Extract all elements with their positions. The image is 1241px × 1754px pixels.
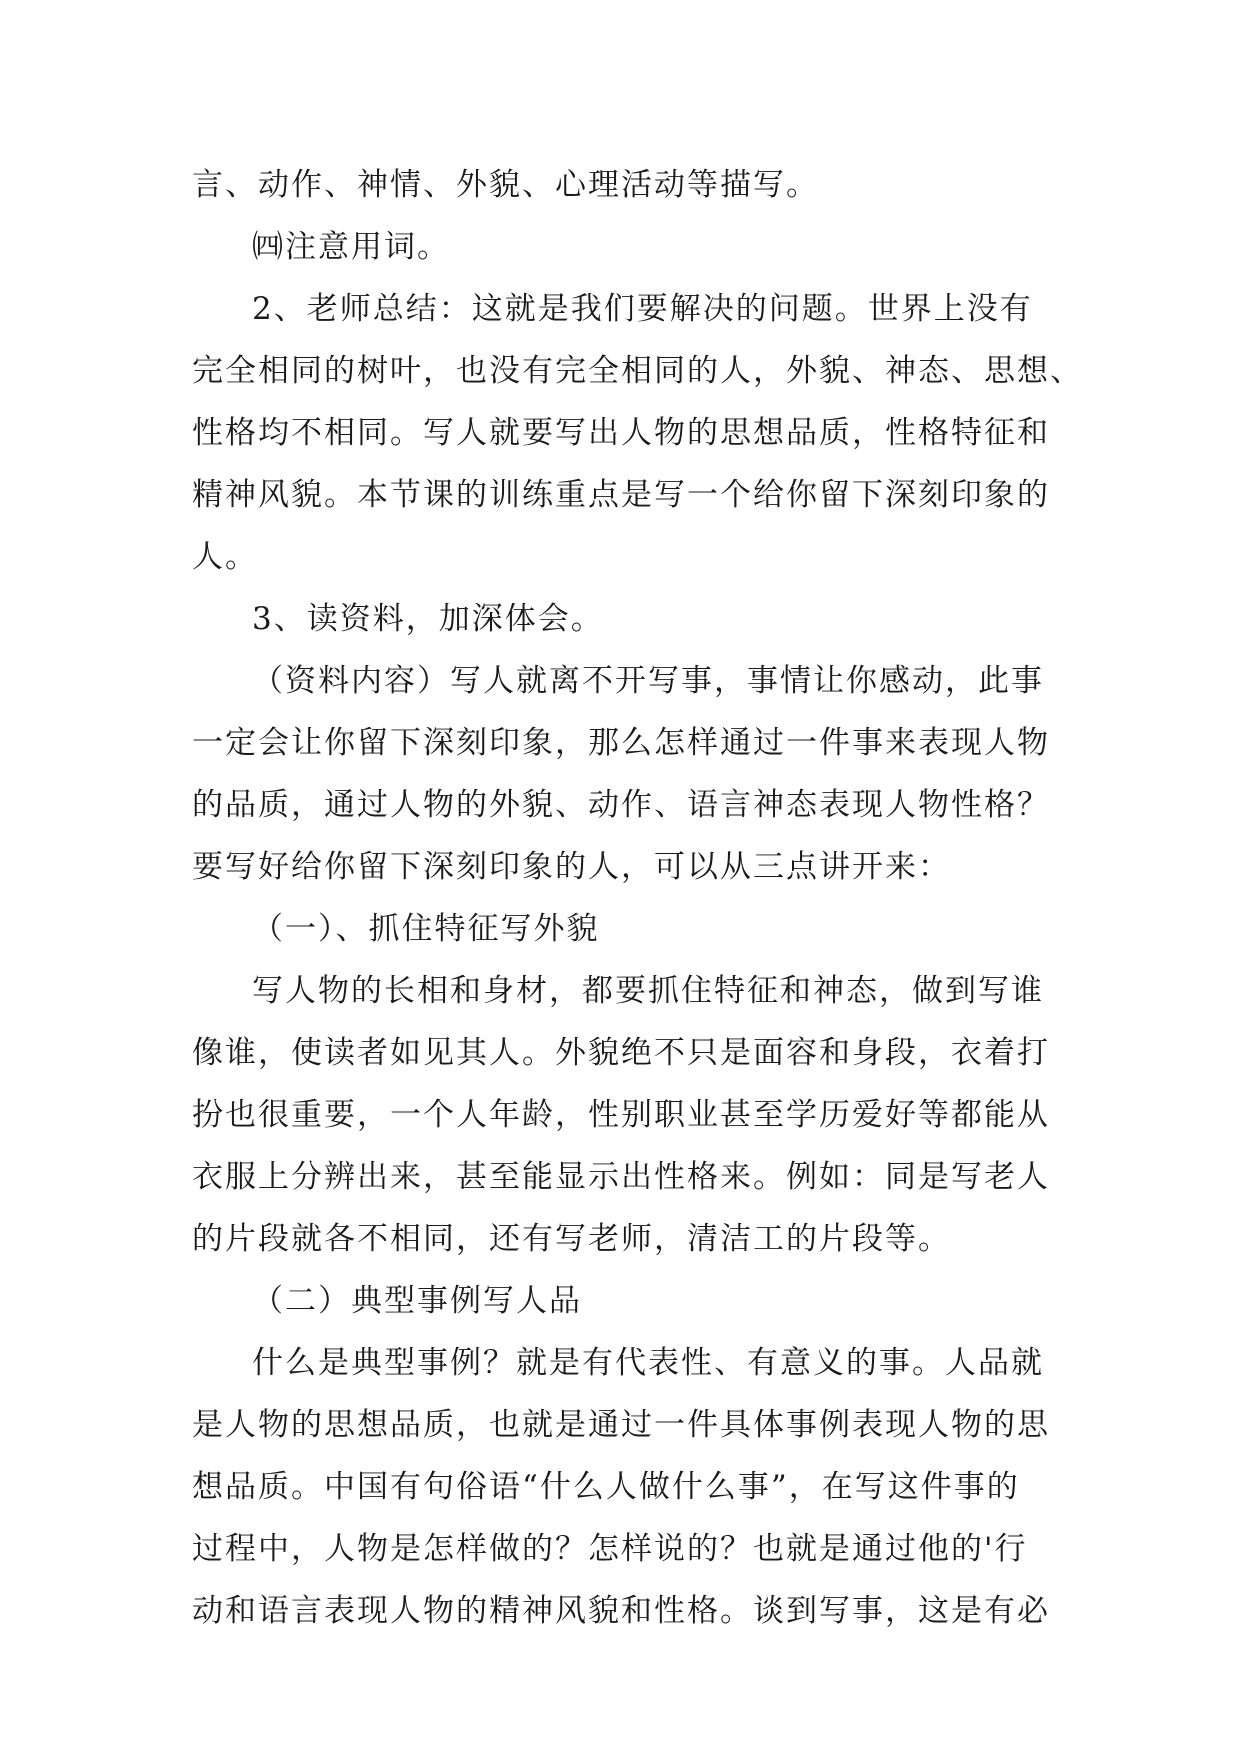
text-line: （一）、抓住特征写外貌 (252, 911, 600, 947)
text-line: 扮也很重要，一个人年龄，性别职业甚至学历爱好等都能从 (192, 1097, 1050, 1133)
text-line: 要写好给你留下深刻印象的人，可以从三点讲开来： (192, 849, 951, 885)
text-line: 2、老师总结：这就是我们要解决的问题。世界上没有 (252, 291, 1033, 327)
text-line: 动和语言表现人物的精神风貌和性格。谈到写事，这是有必 (192, 1593, 1050, 1629)
text-line: 想品质。中国有句俗语“什么人做什么事”，在写这件事的 (192, 1469, 1020, 1505)
text-line: 完全相同的树叶，也没有完全相同的人，外貌、神态、思想、 (192, 353, 1083, 389)
text-line: 什么是典型事例？就是有代表性、有意义的事。人品就 (252, 1345, 1044, 1381)
text-line: 一定会让你留下深刻印象，那么怎样通过一件事来表现人物 (192, 725, 1050, 761)
text-line: 过程中，人物是怎样做的？怎样说的？也就是通过他的'行 (192, 1531, 1028, 1567)
text-line: （资料内容）写人就离不开写事，事情让你感动，此事 (252, 663, 1044, 699)
text-line: 人。 (192, 539, 258, 575)
text-line: 像谁，使读者如见其人。外貌绝不只是面容和身段，衣着打 (192, 1035, 1050, 1071)
text-line: 的品质，通过人物的外貌、动作、语言神态表现人物性格？ (192, 787, 1050, 823)
text-line: 3、读资料，加深体会。 (252, 601, 604, 637)
text-line: 精神风貌。本节课的训练重点是写一个给你留下深刻印象的 (192, 477, 1050, 513)
text-line: 性格均不相同。写人就要写出人物的思想品质，性格特征和 (192, 415, 1050, 451)
text-line: （二）典型事例写人品 (252, 1283, 582, 1319)
text-line: ㈣注意用词。 (252, 229, 450, 265)
text-line: 衣服上分辨出来，甚至能显示出性格来。例如：同是写老人 (192, 1159, 1050, 1195)
text-line: 写人物的长相和身材，都要抓住特征和神态，做到写谁 (252, 973, 1044, 1009)
text-line: 言、动作、神情、外貌、心理活动等描写。 (192, 167, 819, 203)
text-line: 的片段就各不相同，还有写老师，清洁工的片段等。 (192, 1221, 951, 1257)
text-line: 是人物的思想品质，也就是通过一件具体事例表现人物的思 (192, 1407, 1050, 1443)
